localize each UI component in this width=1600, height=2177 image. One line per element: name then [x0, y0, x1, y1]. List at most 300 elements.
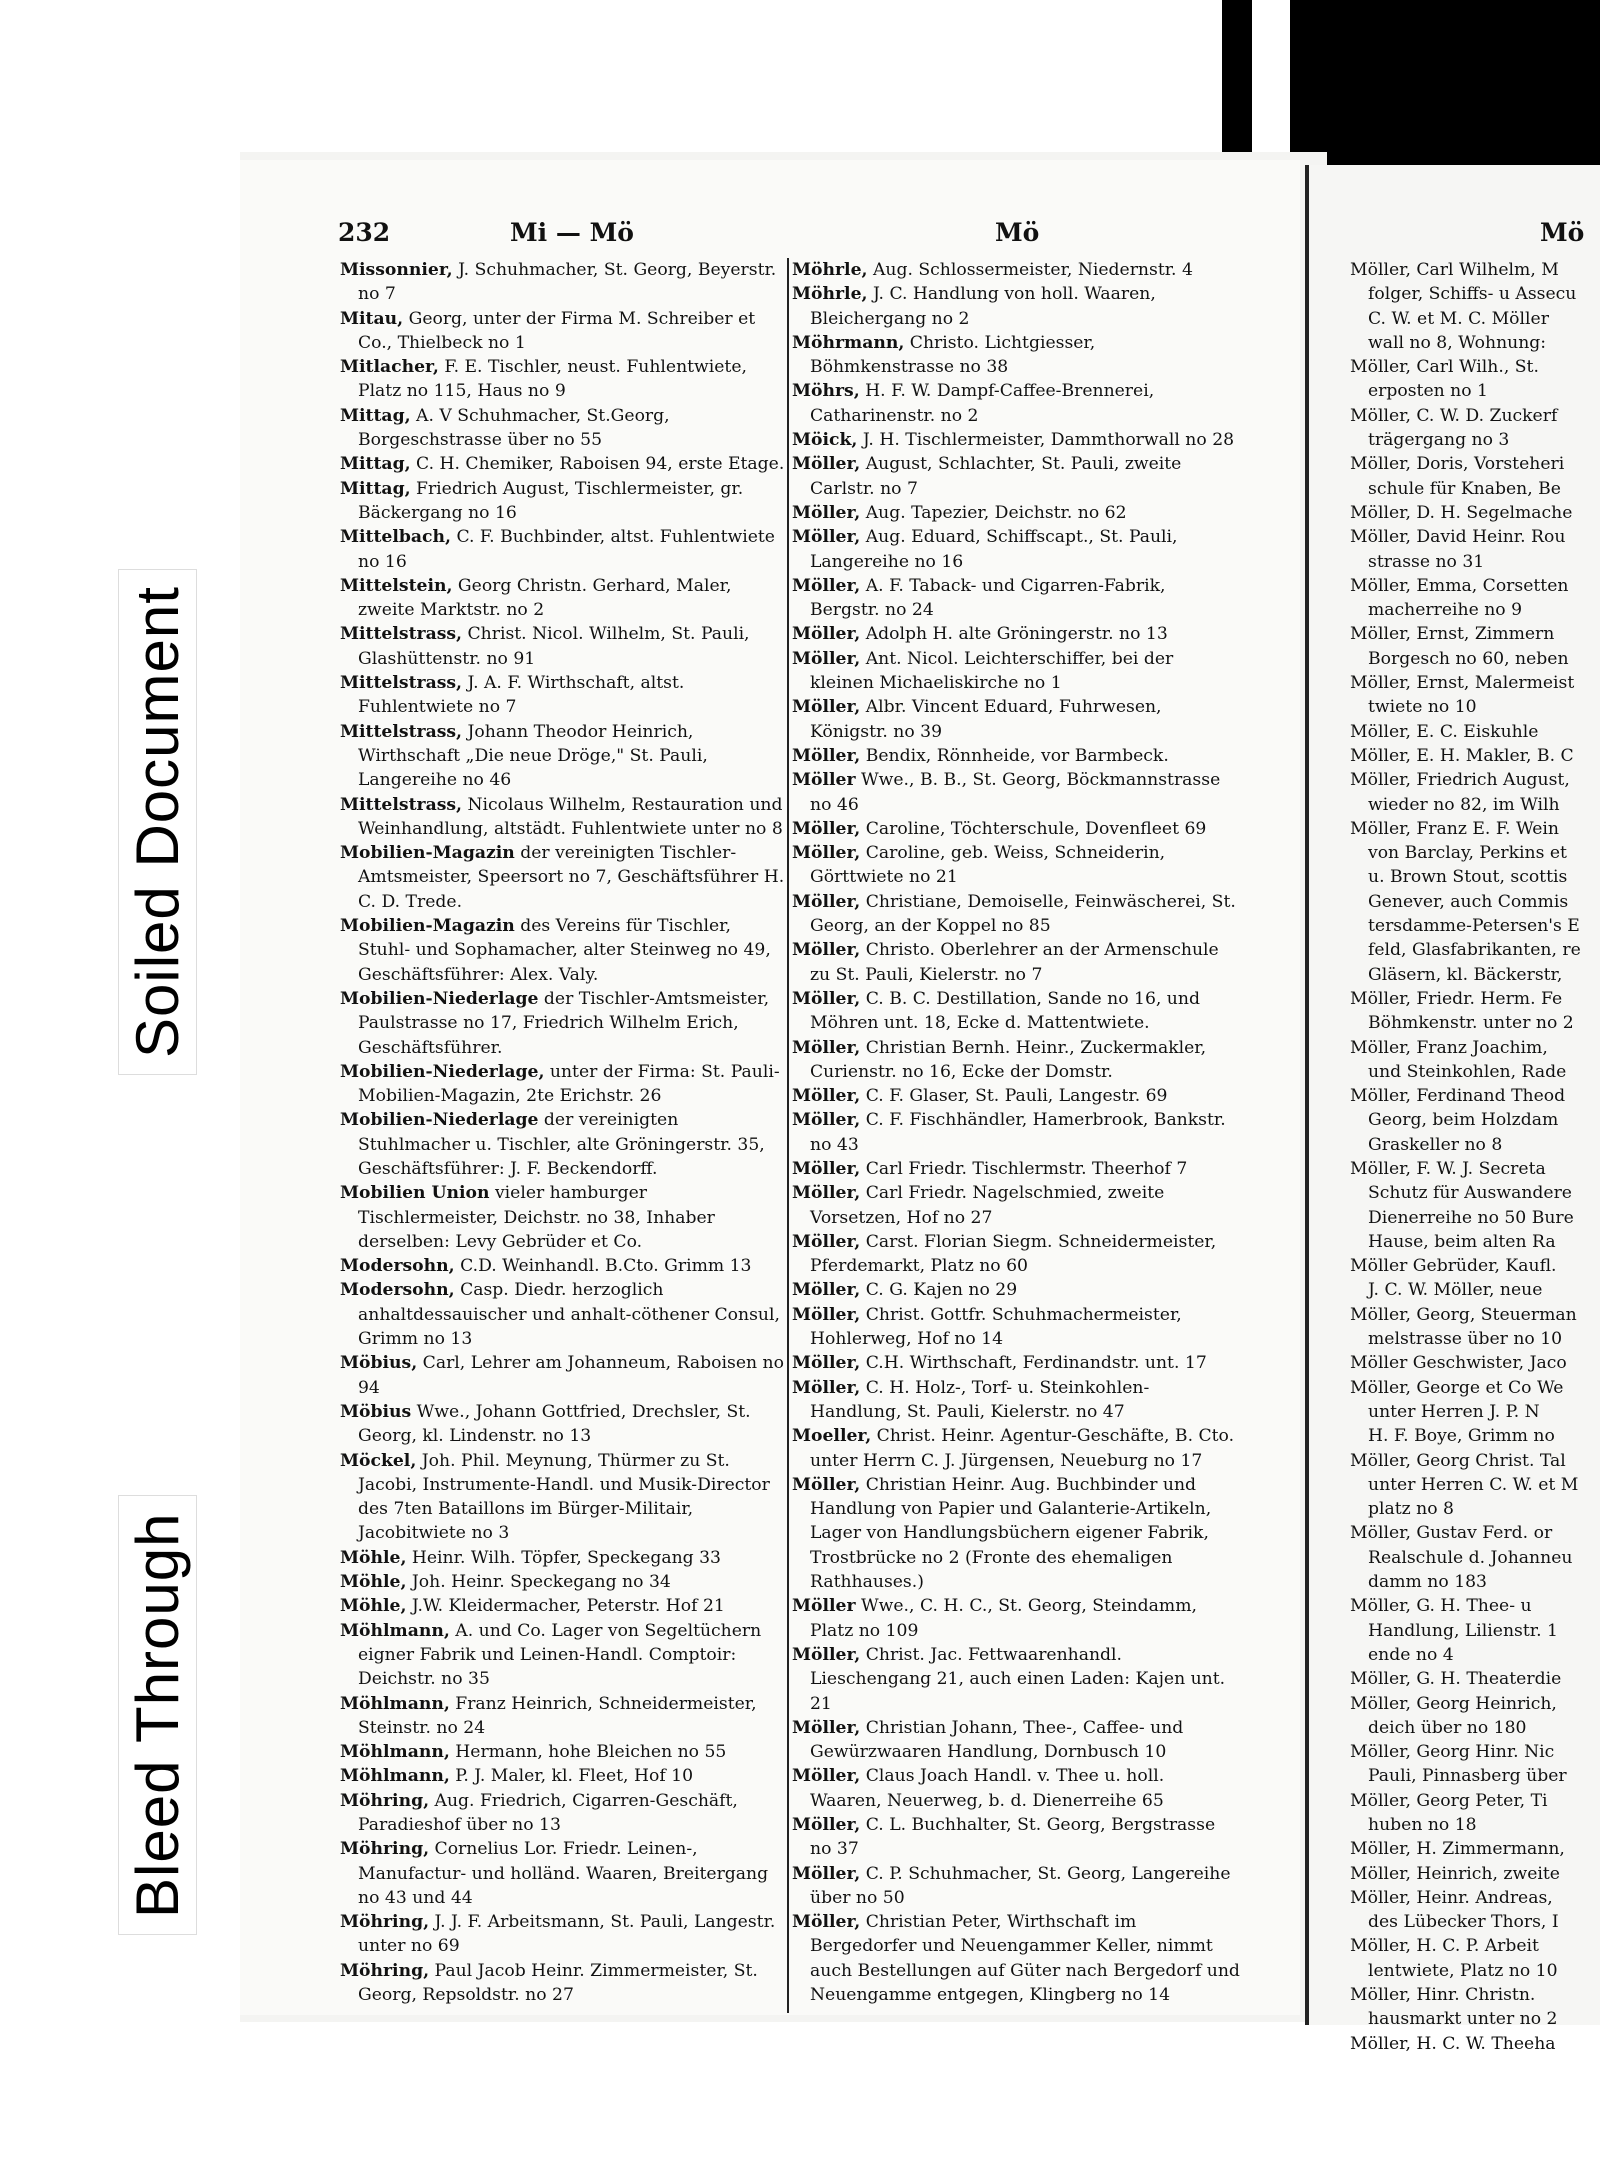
- directory-entry: [792, 1351, 1240, 1375]
- directory-entry: [792, 1473, 1240, 1594]
- entry-name: Möller,: [792, 891, 861, 912]
- entry-text: Christo. Oberlehrer an der Armenschule zu St. Pauli, Kielerstr. no 7: [810, 940, 1219, 985]
- entry-text: Christo. Lichtgiesser, Böhmkenstrasse no 38: [810, 332, 1096, 378]
- entry-name: Mobilien-Niederlage,: [340, 1061, 545, 1082]
- entry-name: Möller,: [792, 1912, 861, 1933]
- directory-entry: [340, 1400, 788, 1449]
- entry-text: C.H. Wirthschaft, Ferdinandstr. unt. 17: [860, 1353, 1207, 1374]
- entry-text: C. H. Chemiker, Raboisen 94, erste Etage.: [410, 454, 785, 475]
- entry-text: der vereinigten Stuhlmacher u. Tischler, alte Gröningerstr. 35, Geschäftsführer: J. F. Beckendorff.: [358, 1110, 765, 1179]
- right-column-line: macherreihe no 9: [1368, 600, 1523, 621]
- directory-entry: [792, 1716, 1240, 1765]
- right-column-line: Möller, Georg Peter, Ti: [1350, 1790, 1548, 1811]
- right-column-line: Möller, H. Zimmermann,: [1350, 1839, 1565, 1860]
- entry-name: Möller,: [792, 988, 861, 1009]
- left-column: [340, 258, 788, 2007]
- right-column-line: und Steinkohlen, Rade: [1368, 1061, 1567, 1082]
- directory-entry: [340, 622, 788, 671]
- directory-entry: [792, 1036, 1240, 1085]
- directory-entry: [792, 1862, 1240, 1911]
- header-right: Mö: [1540, 218, 1585, 247]
- directory-entry: [792, 817, 1240, 841]
- right-column-line: hausmarkt unter no 2: [1368, 2009, 1558, 2030]
- right-column-line: Gläsern, kl. Bäckerstr,: [1368, 964, 1563, 985]
- directory-entry: [340, 477, 788, 526]
- directory-entry: [792, 379, 1240, 428]
- directory-entry: [340, 1959, 788, 2008]
- directory-entry: [792, 1594, 1240, 1643]
- right-column-line: Möller, Gustav Ferd. or: [1350, 1523, 1553, 1544]
- entry-text: Georg, unter der Firma M. Schreiber et Co., Thielbeck no 1: [358, 308, 756, 353]
- directory-entry: [792, 1813, 1240, 1862]
- entry-text: Aug. Eduard, Schiffscapt., St. Pauli, Langereihe no 16: [810, 527, 1178, 572]
- right-column-line: erposten no 1: [1368, 381, 1488, 402]
- entry-text: Franz Heinrich, Schneidermeister, Steinstr. no 24: [358, 1693, 757, 1738]
- directory-entry: [340, 1570, 788, 1594]
- directory-entry: [792, 938, 1240, 987]
- entry-name: Möhring,: [340, 1960, 430, 1981]
- right-column-line: Möller, Georg, Steuerman: [1350, 1304, 1577, 1325]
- entry-name: Möller,: [792, 1304, 861, 1325]
- entry-text: F. E. Tischler, neust. Fuhlentwiete, Platz no 115, Haus no 9: [358, 357, 747, 402]
- directory-entry: [340, 1278, 788, 1351]
- right-column-line: Möller, Ernst, Malermeist: [1350, 673, 1575, 694]
- entry-text: Christian Peter, Wirthschaft im Bergedorfer und Neuengammer Keller, nimmt auch Bestellungen auf Güter nach Bergedorf und Neuengamme entgegen, Klingberg no 14: [810, 1912, 1240, 2006]
- entry-name: Möller,: [792, 1231, 861, 1252]
- right-column-line: Borgesch no 60, neben: [1368, 648, 1569, 669]
- directory-entry: [792, 525, 1240, 574]
- right-column-line: deich über no 180: [1368, 1717, 1527, 1738]
- entry-name: Mittelstrass,: [340, 673, 463, 694]
- directory-entry: [340, 307, 788, 356]
- entry-name: Möhrle,: [792, 260, 868, 280]
- entry-name: Möller,: [792, 502, 861, 523]
- right-column-line: Möller, Doris, Vorsteheri: [1350, 454, 1565, 475]
- entry-name: Möller,: [792, 818, 861, 839]
- entry-text: C.D. Weinhandl. B.Cto. Grimm 13: [454, 1256, 752, 1277]
- right-column-line: wall no 8, Wohnung:: [1368, 332, 1547, 353]
- entry-text: Claus Joach Handl. v. Thee u. holl. Waaren, Neuerweg, b. d. Dienerreihe 65: [810, 1766, 1165, 1811]
- entry-name: Mobilien-Magazin: [340, 843, 515, 864]
- entry-text: Nicolaus Wilhelm, Restauration und Weinhandlung, altstädt. Fuhlentwiete unter no 8: [358, 794, 783, 839]
- entry-name: Mittag,: [340, 405, 411, 426]
- entry-text: Carl Friedr. Tischlermstr. Theerhof 7: [860, 1158, 1188, 1179]
- entry-text: C. L. Buchhalter, St. Georg, Bergstrasse no 37: [810, 1815, 1216, 1860]
- entry-text: des Vereins für Tischler, Stuhl- und Sophamacher, alter Steinweg no 49, Geschäftsführer: Alex. Valy.: [358, 916, 771, 985]
- directory-entry: [792, 1157, 1240, 1181]
- directory-entry: [340, 987, 788, 1060]
- entry-text: Friedrich August, Tischlermeister, gr. Bäckergang no 16: [358, 478, 744, 523]
- right-column-line: huben no 18: [1368, 1815, 1477, 1835]
- entry-name: Möhlmann,: [340, 1742, 450, 1763]
- right-column-line: Möller Geschwister, Jaco: [1350, 1353, 1567, 1374]
- right-column-line: Möller, Franz E. F. Wein: [1350, 818, 1559, 839]
- right-column-line: feld, Glasfabrikanten, re: [1368, 940, 1581, 961]
- right-column-line: Möller, Ernst, Zimmern: [1350, 624, 1555, 645]
- entry-text: vieler hamburger Tischlermeister, Deichstr. no 38, Inhaber derselben: Levy Gebrüder et Co.: [358, 1183, 715, 1252]
- directory-entry: [792, 258, 1240, 282]
- directory-entry: [792, 695, 1240, 744]
- directory-entry: [340, 1546, 788, 1570]
- entry-name: Mittelstrass,: [340, 624, 463, 645]
- right-column-line: Möller, E. H. Makler, B. C: [1350, 745, 1574, 766]
- entry-name: Möller,: [792, 1037, 861, 1058]
- entry-name: Möller: [792, 1596, 856, 1617]
- directory-entry: [792, 1303, 1240, 1352]
- bleed-through-label: Bleed Through: [118, 1495, 197, 1935]
- right-column-line: Möller, Ferdinand Theod: [1350, 1086, 1566, 1107]
- label-strip: [0, 0, 240, 2177]
- right-column-line: u. Brown Stout, scottis: [1368, 867, 1568, 888]
- directory-entry: [340, 355, 788, 404]
- directory-entry: [792, 574, 1240, 623]
- entry-name: Möller,: [792, 843, 861, 864]
- entry-name: Mobilien-Niederlage: [340, 1110, 539, 1131]
- directory-entry: [792, 331, 1240, 380]
- entry-name: Möller,: [792, 1280, 861, 1301]
- entry-name: Möller,: [792, 697, 861, 718]
- right-column-line: Möller, George et Co We: [1350, 1377, 1564, 1398]
- entry-name: Missonnier,: [340, 260, 453, 280]
- directory-entry: [340, 1764, 788, 1788]
- right-column-line: Möller, H. C. P. Arbeit: [1350, 1936, 1539, 1957]
- right-column-line: Möller, E. C. Eiskuhle: [1350, 721, 1539, 742]
- right-column-line: damm no 183: [1368, 1572, 1487, 1593]
- entry-text: Christian Johann, Thee-, Caffee- und Gewürzwaaren Handlung, Dornbusch 10: [810, 1717, 1184, 1763]
- scan-shadow-top-right: [1290, 0, 1600, 170]
- right-column-line: J. C. W. Möller, neue: [1368, 1280, 1543, 1301]
- right-column-line: wieder no 82, im Wilh: [1368, 794, 1560, 815]
- entry-text: A. F. Taback- und Cigarren-Fabrik, Bergstr. no 24: [810, 575, 1166, 621]
- entry-name: Mitlacher,: [340, 357, 439, 378]
- right-column-line: Möller, G. H. Thee- u: [1350, 1596, 1532, 1617]
- directory-entry: [340, 793, 788, 842]
- entry-text: Cornelius Lor. Friedr. Leinen-, Manufactur- und holländ. Waaren, Breitergang no 43 und 44: [358, 1839, 769, 1908]
- directory-entry: [792, 890, 1240, 939]
- entry-name: Möhlmann,: [340, 1766, 450, 1787]
- directory-entry: [340, 914, 788, 987]
- directory-entry: [340, 1594, 788, 1618]
- entry-text: Caroline, geb. Weiss, Schneiderin, Görttwiete no 21: [810, 843, 1166, 888]
- entry-name: Möhrmann,: [792, 332, 905, 353]
- entry-name: Möhring,: [340, 1839, 430, 1860]
- right-column-line: Möller, D. H. Segelmache: [1350, 502, 1573, 523]
- directory-entry: [340, 525, 788, 574]
- directory-entry: [792, 768, 1240, 817]
- entry-name: Möhle,: [340, 1572, 407, 1593]
- soiled-document-label: Soiled Document: [118, 569, 197, 1075]
- right-column-line: unter Herren C. W. et M: [1368, 1474, 1579, 1495]
- right-column-line: tersdamme-Petersen's E: [1368, 916, 1580, 937]
- right-column-line: lentwiete, Platz no 10: [1368, 1960, 1558, 1981]
- entry-name: Möller,: [792, 1086, 861, 1107]
- entry-name: Möller,: [792, 624, 861, 645]
- right-column-line: H. F. Boye, Grimm no: [1368, 1426, 1555, 1447]
- right-column-line: Graskeller no 8: [1368, 1134, 1503, 1155]
- entry-name: Mobilien Union: [340, 1183, 490, 1204]
- directory-entry: [340, 1254, 788, 1278]
- right-column-line: strasse no 31: [1368, 551, 1485, 572]
- entry-text: C. G. Kajen no 29: [860, 1280, 1018, 1301]
- directory-entry: [792, 647, 1240, 696]
- entry-text: Aug. Friedrich, Cigarren-Geschäft, Paradieshof über no 13: [358, 1790, 738, 1835]
- right-column-line: Möller, Emma, Corsetten: [1350, 575, 1569, 596]
- entry-text: J. Schuhmacher, St. Georg, Beyerstr. no 7: [358, 260, 777, 305]
- directory-entry: [340, 258, 788, 307]
- directory-entry: [792, 1376, 1240, 1425]
- entry-name: Mittag,: [340, 478, 411, 499]
- entry-text: H. F. W. Dampf-Caffee-Brennerei, Catharinenstr. no 2: [810, 381, 1155, 426]
- right-column-line: Möller, Franz Joachim,: [1350, 1037, 1548, 1058]
- entry-text: Christ. Jac. Fettwaarenhandl. Lieschengang 21, auch einen Laden: Kajen unt. 21: [810, 1644, 1226, 1714]
- entry-text: Christ. Gottfr. Schuhmachermeister, Hohlerweg, Hof no 14: [810, 1304, 1182, 1350]
- right-column-line: Möller, Friedr. Herm. Fe: [1350, 988, 1563, 1009]
- directory-entry: [340, 1181, 788, 1254]
- entry-name: Mittag,: [340, 454, 411, 475]
- entry-name: Möller,: [792, 1474, 861, 1495]
- entry-text: der Tischler-Amtsmeister, Paulstrasse no 17, Friedrich Wilhelm Erich, Geschäftsführer.: [358, 988, 770, 1058]
- right-column-line: Möller Gebrüder, Kaufl.: [1350, 1256, 1557, 1277]
- right-column-line: Böhmkenstr. unter no 2: [1368, 1013, 1574, 1034]
- entry-text: Christian Heinr. Aug. Buchbinder und Handlung von Papier und Galanterie-Artikeln, Lager von Handlungsbüchern eigener Fabrik, Trostbrücke no 2 (Fronte des ehemaligen Rathhauses.): [810, 1474, 1212, 1593]
- entry-text: J.W. Kleidermacher, Peterstr. Hof 21: [406, 1596, 725, 1617]
- entry-name: Modersohn,: [340, 1256, 455, 1277]
- entry-name: Möller,: [792, 1766, 861, 1787]
- directory-entry: [792, 1084, 1240, 1108]
- entry-text: Carl, Lehrer am Johanneum, Raboisen no 94: [358, 1353, 784, 1398]
- page-number: 232: [338, 218, 391, 247]
- entry-name: Mittelstrass,: [340, 721, 463, 742]
- entry-name: Möller,: [792, 1110, 861, 1131]
- right-column-line: Möller, Carl Wilh., St.: [1350, 357, 1539, 378]
- entry-name: Möckel,: [340, 1450, 417, 1471]
- entry-text: Carst. Florian Siegm. Schneidermeister, Pferdemarkt, Platz no 60: [810, 1231, 1217, 1277]
- entry-text: Wwe., C. H. C., St. Georg, Steindamm, Platz no 109: [810, 1596, 1197, 1641]
- entry-name: Modersohn,: [340, 1280, 455, 1301]
- entry-name: Möller,: [792, 1183, 861, 1204]
- entry-name: Möhlmann,: [340, 1620, 450, 1641]
- entry-text: C. F. Fischhändler, Hamerbrook, Bankstr. no 43: [810, 1110, 1226, 1155]
- entry-text: Christ. Heinr. Agentur-Geschäfte, B. Cto. unter Herrn C. J. Jürgensen, Neueburg no 17: [810, 1426, 1235, 1471]
- entry-text: Johann Theodor Heinrich, Wirthschaft „Die neue Dröge," St. Pauli, Langereihe no 46: [358, 721, 708, 791]
- entry-text: J. H. Tischlermeister, Dammthorwall no 28: [857, 430, 1235, 451]
- right-column-line: Möller, Friedrich August,: [1350, 770, 1570, 791]
- entry-text: A. und Co. Lager von Segeltüchern eigner Fabrik und Leinen-Handl. Comptoir: Deichstr. no 35: [358, 1620, 762, 1690]
- entry-name: Möhle,: [340, 1596, 407, 1617]
- directory-entry: [340, 1837, 788, 1910]
- directory-entry: [792, 1278, 1240, 1302]
- entry-name: Möhring,: [340, 1912, 430, 1933]
- entry-text: Georg Christn. Gerhard, Maler, zweite Marktstr. no 2: [358, 575, 732, 621]
- entry-name: Möller,: [792, 648, 861, 669]
- entry-name: Mobilien-Magazin: [340, 916, 515, 937]
- directory-entry: [340, 1789, 788, 1838]
- entry-text: Carl Friedr. Nagelschmied, zweite Vorsetzen, Hof no 27: [810, 1183, 1165, 1228]
- right-column-line: twiete no 10: [1368, 697, 1477, 718]
- entry-name: Möbius: [340, 1401, 412, 1422]
- entry-text: Heinr. Wilh. Töpfer, Speckegang 33: [406, 1547, 721, 1568]
- right-column-line: ende no 4: [1368, 1644, 1454, 1665]
- right-column-line: Handlung, Lilienstr. 1: [1368, 1620, 1558, 1641]
- right-column-line: Pauli, Pinnasberg über: [1368, 1766, 1567, 1787]
- entry-text: J. C. Handlung von holl. Waaren, Bleichergang no 2: [810, 284, 1156, 329]
- right-column-line: Möller, Georg Hinr. Nic: [1350, 1742, 1555, 1763]
- entry-name: Möller,: [792, 1377, 861, 1398]
- directory-entry: [792, 1181, 1240, 1230]
- entry-name: Mittelbach,: [340, 527, 451, 548]
- entry-text: A. V Schuhmacher, St.Georg, Borgeschstrasse über no 55: [358, 405, 670, 451]
- right-column-line: melstrasse über no 10: [1368, 1329, 1563, 1350]
- entry-name: Möick,: [792, 430, 858, 451]
- entry-text: Christian Bernh. Heinr., Zuckermakler, Curienstr. no 16, Ecke der Domstr.: [810, 1037, 1207, 1082]
- right-column-line: Möller, H. C. W. Theeha: [1350, 2033, 1556, 2054]
- right-column-line: Möller, David Heinr. Rou: [1350, 527, 1566, 548]
- directory-entry: [340, 452, 788, 476]
- entry-name: Moeller,: [792, 1426, 872, 1447]
- right-column-line: Möller, C. W. D. Zuckerf: [1350, 405, 1558, 426]
- entry-text: Aug. Tapezier, Deichstr. no 62: [860, 502, 1127, 523]
- right-column-line: Dienerreihe no 50 Bure: [1368, 1207, 1574, 1228]
- entry-text: Wwe., Johann Gottfried, Drechsler, St. Georg, kl. Lindenstr. no 13: [358, 1401, 751, 1447]
- directory-entry: [340, 1449, 788, 1546]
- right-column-line: von Barclay, Perkins et: [1368, 843, 1567, 864]
- entry-text: Albr. Vincent Eduard, Fuhrwesen, Königstr. no 39: [810, 697, 1162, 742]
- entry-name: Mitau,: [340, 308, 404, 329]
- directory-entry: [340, 1351, 788, 1400]
- entry-text: Caroline, Töchterschule, Dovenfleet 69: [860, 818, 1207, 839]
- directory-entry: [340, 1692, 788, 1741]
- right-column-line: Möller, Heinrich, zweite: [1350, 1863, 1560, 1884]
- entry-text: Paul Jacob Heinr. Zimmermeister, St. Georg, Repsoldstr. no 27: [358, 1960, 758, 2006]
- directory-entry: [340, 1910, 788, 1959]
- right-column-line: unter Herren J. P. N: [1368, 1401, 1540, 1422]
- directory-entry: [340, 841, 788, 914]
- entry-text: August, Schlachter, St. Pauli, zweite Carlstr. no 7: [810, 454, 1182, 499]
- entry-name: Möhrle,: [792, 284, 868, 305]
- entry-text: Adolph H. alte Gröningerstr. no 13: [860, 624, 1168, 645]
- entry-text: P. J. Maler, kl. Fleet, Hof 10: [449, 1766, 694, 1787]
- right-column-line: trägergang no 3: [1368, 430, 1510, 451]
- right-column-line: Genever, auch Commis: [1368, 891, 1569, 912]
- directory-entry: [792, 282, 1240, 331]
- entry-name: Möller,: [792, 527, 861, 548]
- directory-entry: [792, 452, 1240, 501]
- entry-text: Joh. Heinr. Speckegang no 34: [406, 1572, 671, 1593]
- entry-name: Möller,: [792, 940, 861, 961]
- directory-entry: [792, 501, 1240, 525]
- entry-name: Möller,: [792, 1158, 861, 1179]
- entry-text: Christiane, Demoiselle, Feinwäscherei, St. Georg, an der Koppel no 85: [810, 891, 1236, 937]
- entry-text: unter der Firma: St. Pauli-Mobilien-Magazin, 2te Erichstr. 26: [358, 1061, 780, 1107]
- entry-name: Mobilien-Niederlage: [340, 988, 539, 1009]
- entry-text: Ant. Nicol. Leichterschiffer, bei der kleinen Michaeliskirche no 1: [810, 648, 1174, 694]
- entry-name: Möller,: [792, 1717, 861, 1738]
- directory-entry: [792, 1643, 1240, 1716]
- right-column-line: Möller, G. H. Theaterdie: [1350, 1669, 1562, 1690]
- entry-text: Bendix, Rönnheide, vor Barmbeck.: [860, 745, 1169, 766]
- entry-name: Möller: [792, 770, 856, 791]
- right-column-line: folger, Schiffs- u Assecu: [1368, 284, 1577, 305]
- directory-entry: [792, 1424, 1240, 1473]
- entry-name: Möller,: [792, 575, 861, 596]
- entry-name: Möller,: [792, 1863, 861, 1884]
- directory-entry: [792, 1230, 1240, 1279]
- entry-text: C. F. Glaser, St. Pauli, Langestr. 69: [860, 1086, 1168, 1107]
- entry-name: Möller,: [792, 1644, 861, 1665]
- entry-name: Möhrs,: [792, 381, 860, 402]
- entry-text: J. A. F. Wirthschaft, altst. Fuhlentwiete no 7: [358, 673, 685, 718]
- scan-shadow-top: [1222, 0, 1252, 160]
- entry-name: Mittelstein,: [340, 575, 453, 596]
- right-column-line: schule für Knaben, Be: [1368, 478, 1561, 499]
- right-column-line: Möller, Carl Wilhelm, M: [1350, 260, 1559, 280]
- right-column-line: Möller, F. W. J. Secreta: [1350, 1158, 1546, 1179]
- right-column-line: Möller, Georg Heinrich,: [1350, 1693, 1557, 1714]
- entry-text: C. P. Schuhmacher, St. Georg, Langereihe über no 50: [810, 1863, 1231, 1908]
- right-column-line: Möller, Hinr. Christn.: [1350, 1985, 1536, 2006]
- entry-name: Mittelstrass,: [340, 794, 463, 815]
- right-column-line: C. W. et M. C. Möller: [1368, 308, 1549, 329]
- directory-entry: [340, 1108, 788, 1181]
- directory-entry: [340, 1740, 788, 1764]
- directory-entry: [792, 622, 1240, 646]
- entry-text: der vereinigten Tischler-Amtsmeister, Speersort no 7, Geschäftsführer H. C. D. Trede.: [358, 843, 785, 912]
- entry-name: Möhlmann,: [340, 1693, 450, 1714]
- entry-text: Aug. Schlossermeister, Niedernstr. 4: [867, 260, 1193, 280]
- entry-text: Wwe., B. B., St. Georg, Böckmannstrasse no 46: [810, 770, 1221, 815]
- right-column-line: Möller, Heinr. Andreas,: [1350, 1887, 1553, 1908]
- directory-entry: [340, 574, 788, 623]
- entry-name: Möller,: [792, 745, 861, 766]
- directory-entry: [340, 1060, 788, 1109]
- directory-entry: [792, 1764, 1240, 1813]
- middle-column: [792, 258, 1240, 2007]
- directory-entry: [792, 1910, 1240, 2007]
- entry-text: C. B. C. Destillation, Sande no 16, und Möhren unt. 18, Ecke d. Mattentwiete.: [810, 988, 1200, 1034]
- right-column-line: des Lübecker Thors, I: [1368, 1912, 1559, 1933]
- directory-entry: [792, 987, 1240, 1036]
- entry-name: Möller,: [792, 454, 861, 475]
- directory-entry: [792, 428, 1240, 452]
- right-column-line: Georg, beim Holzdam: [1368, 1110, 1559, 1131]
- directory-entry: [792, 841, 1240, 890]
- entry-text: J. J. F. Arbeitsmann, St. Pauli, Langestr. unter no 69: [358, 1912, 776, 1957]
- right-column-line: Schutz für Auswandere: [1368, 1183, 1572, 1204]
- entry-text: C. F. Buchbinder, altst. Fuhlentwiete no 16: [358, 527, 775, 572]
- entry-name: Möller,: [792, 1353, 861, 1374]
- entry-text: Christ. Nicol. Wilhelm, St. Pauli, Glashüttenstr. no 91: [358, 624, 750, 669]
- entry-name: Möhring,: [340, 1790, 430, 1811]
- entry-name: Möhle,: [340, 1547, 407, 1568]
- header-range: Mi — Mö: [510, 218, 634, 247]
- entry-text: Joh. Phil. Meynung, Thürmer zu St. Jacobi, Instrumente-Handl. und Musik-Director des 7ten Bataillons im Bürger-Militair, Jacobitwiete no 3: [358, 1450, 770, 1544]
- entry-text: Casp. Diedr. herzoglich anhaltdessauischer und anhalt-cöthener Consul, Grimm no 13: [358, 1280, 780, 1350]
- entry-name: Möller,: [792, 1815, 861, 1835]
- directory-entry: [340, 1619, 788, 1692]
- directory-entry: [340, 404, 788, 453]
- directory-entry: [340, 720, 788, 793]
- directory-entry: [792, 744, 1240, 768]
- entry-text: Hermann, hohe Bleichen no 55: [449, 1742, 727, 1763]
- right-column-line: Möller, Georg Christ. Tal: [1350, 1450, 1566, 1471]
- directory-entry: [792, 1108, 1240, 1157]
- entry-text: C. H. Holz-, Torf- u. Steinkohlen-Handlung, St. Pauli, Kielerstr. no 47: [810, 1377, 1150, 1422]
- right-column-line: platz no 8: [1368, 1499, 1454, 1520]
- directory-entry: [340, 671, 788, 720]
- right-column: [1350, 258, 1600, 2056]
- entry-name: Möbius,: [340, 1353, 418, 1374]
- right-column-line: Hause, beim alten Ra: [1368, 1231, 1556, 1252]
